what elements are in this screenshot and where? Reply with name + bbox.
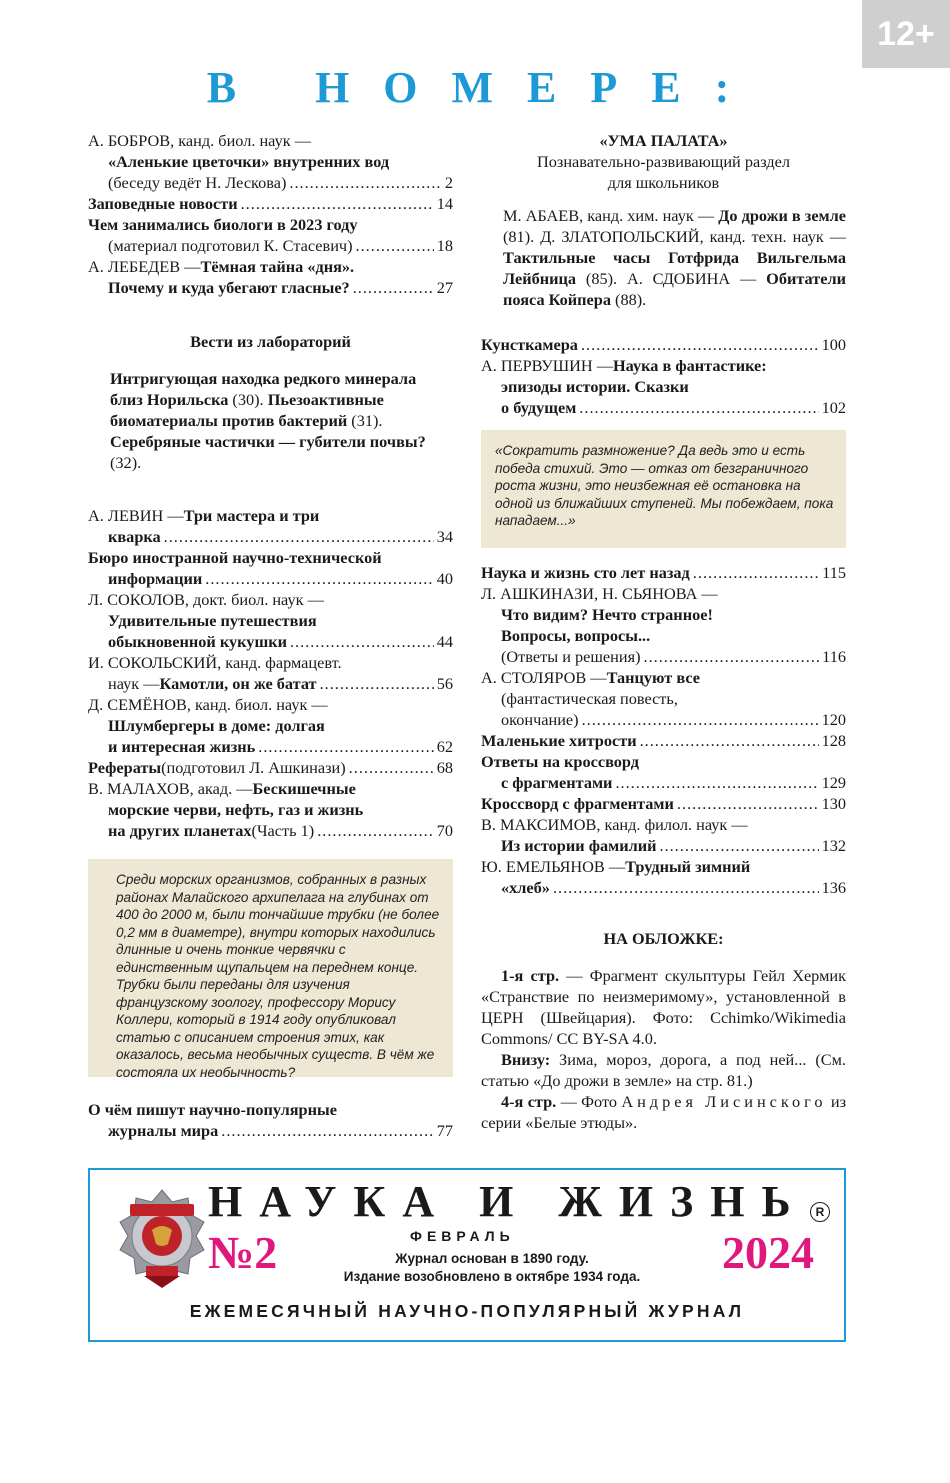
page-number: 102 (821, 398, 846, 417)
toc-entry[interactable]: В. МАКСИМОВ, канд. филол. наук — Из истории фамилий ..... 132 (481, 814, 846, 856)
masthead (88, 1168, 846, 1342)
toc-entry[interactable]: Заповедные новости ..... 14 (88, 193, 453, 214)
page-number: 120 (821, 710, 846, 729)
page-number: 132 (821, 836, 846, 855)
toc-entry[interactable]: А. ЛЕВИН — Три мастера и три кварка ..... 34 (88, 505, 453, 547)
quote-box-fantasy: «Сократить размножение? Да ведь это и есть победа стихий. Это — отказ от безграничного роста жизни, это неизбежная её остановка на одной из ближайших ступеней. Мы побеждаем, пока нападаем...» (481, 430, 846, 548)
page-number: 44 (436, 632, 453, 651)
toc-entry[interactable]: Ю. ЕМЕЛЬЯНОВ — Трудный зимний «хлеб» ..... 136 (481, 856, 846, 898)
toc-entry[interactable]: Л. СОКОЛОВ, докт. биол. наук — Удивительные путешествия обыкновенной кукушки ..... 44 (88, 589, 453, 652)
issue-number: №2 (208, 1227, 278, 1278)
toc-entry[interactable]: Рефераты (подготовил Л. Ашкинази) ..... 68 (88, 757, 453, 778)
page-number: 128 (821, 731, 846, 750)
toc-entry[interactable]: Ответы на кроссворд с фрагментами ..... 129 (481, 751, 846, 793)
page-number: 100 (821, 335, 846, 354)
cover-caption-bottom: Внизу: Зима, мороз, дорога, а под ней... (См. статью «До дрожи в земле» на стр. 81.) (481, 1050, 846, 1090)
quote-box-marine-worms: Среди морских организмов, собранных в разных районах Малайского архипелага на глубинах от 400 до 2000 м, были тончайшие трубки (не более 0,2 мм в диаметре), внутри которых находились длинные и очень тонкие червячки с единственным щупальцем на переднем конце. Трубки были переданы для изучения французскому зоологу, профессору Морису Коллери, который в 1914 году опубликовал статью с описанием строения этих, как оказалось, весьма необычных существ. В чём же состояла их необычность? (88, 859, 453, 1077)
toc-entry[interactable]: Чем занимались биологи в 2023 году (материал подготовил К. Стасевич) ..... 18 (88, 214, 453, 256)
section-heading-labs: Вести из лабораторий (190, 332, 351, 351)
labs-article-3[interactable]: Серебряные частички — губители почвы? (110, 432, 426, 451)
issue-year: 2024 (722, 1227, 814, 1278)
page-number: 18 (436, 236, 453, 255)
toc-entry[interactable]: А. ПЕРВУШИН — Наука в фантастике: эпизоды истории. Сказки о будущем ..... 102 (481, 355, 846, 418)
cover-caption-front: 1-я стр. — Фрагмент скульптуры Гейл Хермик «Странствие по неизмеримому», установленной в ЦЕРН (Швейцария). Фото: Cchimko/Wikimedia Commons/ CC BY-SA 4.0. (481, 966, 846, 1048)
labs-news-paragraph: Интригующая находка редкого минерала близ Норильска (30). Пьезоактивные биоматериалы против бактерий (31). Серебряные частички — губители почвы? (32). (110, 369, 426, 472)
section-subheading: для школьников (607, 173, 720, 192)
page-number: 2 (444, 173, 453, 192)
page-title: В НОМЕРЕ: (206, 63, 764, 112)
toc-entry[interactable]: Наука и жизнь сто лет назад ..... 115 (481, 562, 846, 583)
magazine-title: НАУКА И ЖИЗНЬ (208, 1177, 808, 1226)
registered-mark-icon: R (810, 1202, 830, 1222)
page-number: 34 (436, 527, 453, 546)
uma-article-3[interactable]: Обитатели пояса Койпера (503, 269, 847, 309)
uma-article-1[interactable]: До дрожи в земле (718, 206, 846, 225)
toc-entry[interactable]: Маленькие хитрости ..... 128 (481, 730, 846, 751)
issue-month: ФЕВРАЛЬ (410, 1228, 515, 1244)
page-number: 116 (822, 647, 846, 666)
page-number: 56 (436, 674, 453, 693)
toc-entry[interactable]: А. СТОЛЯРОВ — Танцуют все (фантастическая повесть, окончание) ..... 120 (481, 667, 846, 730)
founded-note: Журнал основан в 1890 году. Издание возобновлено в октябре 1934 года. (343, 1251, 641, 1284)
page-number: 70 (436, 821, 453, 840)
toc-entry[interactable]: В. МАЛАХОВ, акад. — Бескишечные морские черви, нефть, газ и жизнь на других планетах (Часть 1) ..... 70 (88, 778, 453, 841)
section-subheading: Познавательно-развивающий раздел (537, 152, 790, 171)
toc-entry[interactable]: Бюро иностранной научно-технической информации ..... 40 (88, 547, 453, 589)
toc-entry[interactable]: Кунсткамера ..... 100 (481, 334, 846, 355)
toc-entry[interactable]: А. БОБРОВ, канд. биол. наук — «Аленькие цветочки» внутренних вод (беседу ведёт Н. Лескова) ..... 2 (88, 130, 453, 193)
age-rating-badge: 12+ (862, 0, 950, 68)
labs-article-1[interactable]: Интригующая находка редкого минерала близ Норильска (110, 369, 417, 409)
toc-left-column (88, 130, 453, 1141)
labs-article-2[interactable]: Пьезоактивные биоматериалы против бактерий (110, 390, 384, 430)
page-number: 14 (436, 194, 453, 213)
uma-palata-paragraph: М. АБАЕВ, канд. хим. наук — До дрожи в земле (81). Д. ЗЛАТОПОЛЬСКИЙ, канд. техн. наук — Тактильные часы Готфрида Вильгельма Лейбница (85). А. СДОБИНА — Обитатели пояса Койпера (88). (503, 206, 847, 309)
order-badge-icon (116, 1188, 208, 1292)
cover-caption-back: 4-я стр. — Фото Андрея Лисинского из серии «Белые этюды». (481, 1092, 846, 1132)
page-number: 130 (821, 794, 846, 813)
toc-entry[interactable]: Д. СЕМЁНОВ, канд. биол. наук — Шлумбергеры в доме: долгая и интересная жизнь ..... 62 (88, 694, 453, 757)
toc-entry[interactable]: Кроссворд с фрагментами ..... 130 (481, 793, 846, 814)
page-number: 62 (436, 737, 453, 756)
page-number: 115 (822, 563, 846, 582)
page-number: 129 (821, 773, 846, 792)
toc-entry[interactable]: О чём пишут научно-популярные журналы мира ..... 77 (88, 1099, 453, 1141)
toc-right-column (481, 130, 846, 1133)
page-number: 136 (821, 878, 846, 897)
section-heading-cover: НА ОБЛОЖКЕ: (603, 929, 724, 948)
toc-entry[interactable]: А. ЛЕБЕДЕВ — Тёмная тайна «дня». Почему и куда убегают гласные? ..... 27 (88, 256, 453, 298)
section-heading-uma-palata: «УМА ПАЛАТА» (599, 131, 728, 150)
page-number: 27 (436, 278, 453, 297)
toc-entry[interactable]: И. СОКОЛЬСКИЙ, канд. фармацевт. наук — Камотли, он же батат ..... 56 (88, 652, 453, 694)
page-number: 77 (436, 1121, 453, 1140)
page-number: 40 (436, 569, 453, 588)
page-number: 68 (436, 758, 453, 777)
toc-entry[interactable]: Л. АШКИНАЗИ, Н. СЬЯНОВА — Что видим? Нечто странное! Вопросы, вопросы... (Ответы и решения) ..... 116 (481, 583, 846, 667)
uma-article-2[interactable]: Тактильные часы Готфрида Вильгельма Лейбница (503, 248, 846, 288)
magazine-tagline: ЕЖЕМЕСЯЧНЫЙ НАУЧНО-ПОПУЛЯРНЫЙ ЖУРНАЛ (189, 1301, 745, 1321)
